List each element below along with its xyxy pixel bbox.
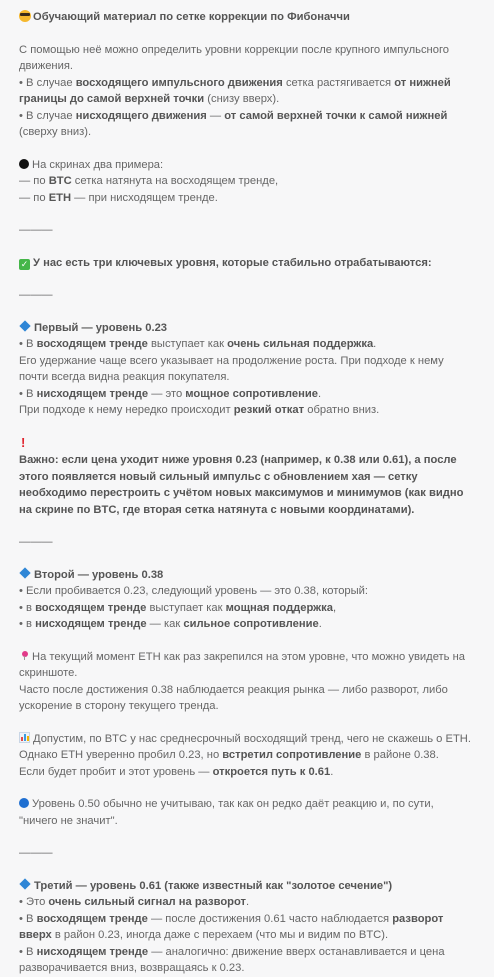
third-level-line: • В нисходящем тренде — аналогично: движение вверх останавливается и цена разворачивается вниз, возвращаясь к 0.23. <box>19 945 445 974</box>
second-level-line: • в восходящем тренде выступает как мощная поддержка, <box>19 601 337 614</box>
blue-diamond-icon <box>19 567 30 578</box>
important-note: Важно: если цена уходит ниже уровня 0.23 (например, к 0.38 или 0.61), а после этого появляется новый сильный импульс с обновлением хая — сетку необходимо перестроить с учётом новых максимумов и минимумов (как видно на скрине по BTC, где вторая сетка натянута с новыми координатами). <box>19 454 464 516</box>
examples-btc: — по BTC сетка натянута на восходящем тренде, <box>19 175 279 187</box>
blue-diamond-icon <box>19 320 30 331</box>
divider: ——— <box>19 536 53 548</box>
second-level-line: • Если пробивается 0.23, следующий уровень — это 0.38, который: <box>19 585 369 597</box>
post-title: Обучающий материал по сетке коррекции по Фибоначчи <box>19 9 474 26</box>
first-level-line: • В восходящем тренде выступает как очень сильная поддержка. <box>19 338 377 350</box>
btc-note-line: Если будет пробит и этот уровень — откроется путь к 0.61. <box>19 765 334 778</box>
first-level-line: • В нисходящем тренде — это мощное сопротивление. <box>19 387 322 400</box>
intro-paragraph: С помощью неё можно определить уровни коррекции после крупного импульсного движения. <box>19 43 450 72</box>
intro-bullet-up: • В случае восходящего импульсного движения сетка растягивается от нижней границы до самой верхней точки (снизу вверх). <box>19 76 451 105</box>
second-level-title: Второй — уровень 0.38 <box>19 567 474 584</box>
first-level-line: Его удержание чаще всего указывает на продолжение роста. При подходе к нему почти всегда видна реакция покупателя. <box>19 354 444 383</box>
pushpin-icon <box>22 651 28 657</box>
key-levels-heading: ✓ У нас есть три ключевых уровня, которые стабильно отрабатываются: <box>20 256 432 269</box>
third-level-title: Третий — уровень 0.61 (также известный как "золотое сечение") <box>19 878 474 895</box>
sunglasses-face-icon <box>19 10 31 22</box>
bar-chart-icon <box>19 732 30 743</box>
first-level-line: При подходе к нему нередко происходит резкий откат обратно вниз. <box>19 404 380 416</box>
black-circle-icon <box>19 159 29 169</box>
eth-note: На текущий момент ETH как раз закрепился на этом уровне, что можно увидеть на скриншоте. <box>19 650 466 679</box>
exclamation-icon: ! <box>21 434 26 450</box>
third-level-line: • Это очень сильный сигнал на разворот. <box>19 896 250 908</box>
second-level-line: • в нисходящем тренде — как сильное сопротивление. <box>19 618 322 630</box>
btc-note-line: Однако ETH уверенно пробил 0.23, но встретил сопротивление в районе 0.38. <box>19 749 439 761</box>
divider: ——— <box>19 289 53 301</box>
eth-note-line: Часто после достижения 0.38 наблюдается реакция рынка — либо разворот, либо ускорение в сторону текущего тренда. <box>19 683 448 712</box>
blue-diamond-icon <box>19 878 30 889</box>
examples-heading: На скринах два примера: <box>19 157 474 174</box>
examples-eth: — по ETH — при нисходящем тренде. <box>19 191 218 204</box>
level-050-note: Уровень 0.50 обычно не учитываю, так как он редко даёт реакцию и, по сути, "ничего не значит". <box>19 798 434 827</box>
divider: ——— <box>19 847 53 859</box>
divider: ——— <box>19 224 53 236</box>
third-level-line: • В восходящем тренде — после достижения 0.61 часто наблюдается разворот вверх в район 0.23, иногда даже с перехаем (что мы и видим по BTC). <box>19 912 444 941</box>
check-mark-icon: ✓ <box>20 258 29 269</box>
intro-bullet-down: • В случае нисходящего движения — от самой верхней точки к самой нижней (сверху вниз). <box>19 109 448 138</box>
btc-note: Допустим, по BTC у нас среднесрочный восходящий тренд, чего не скажешь о ETH. <box>19 731 474 748</box>
first-level-title: Первый — уровень 0.23 <box>19 320 474 337</box>
blue-circle-icon <box>19 798 29 808</box>
